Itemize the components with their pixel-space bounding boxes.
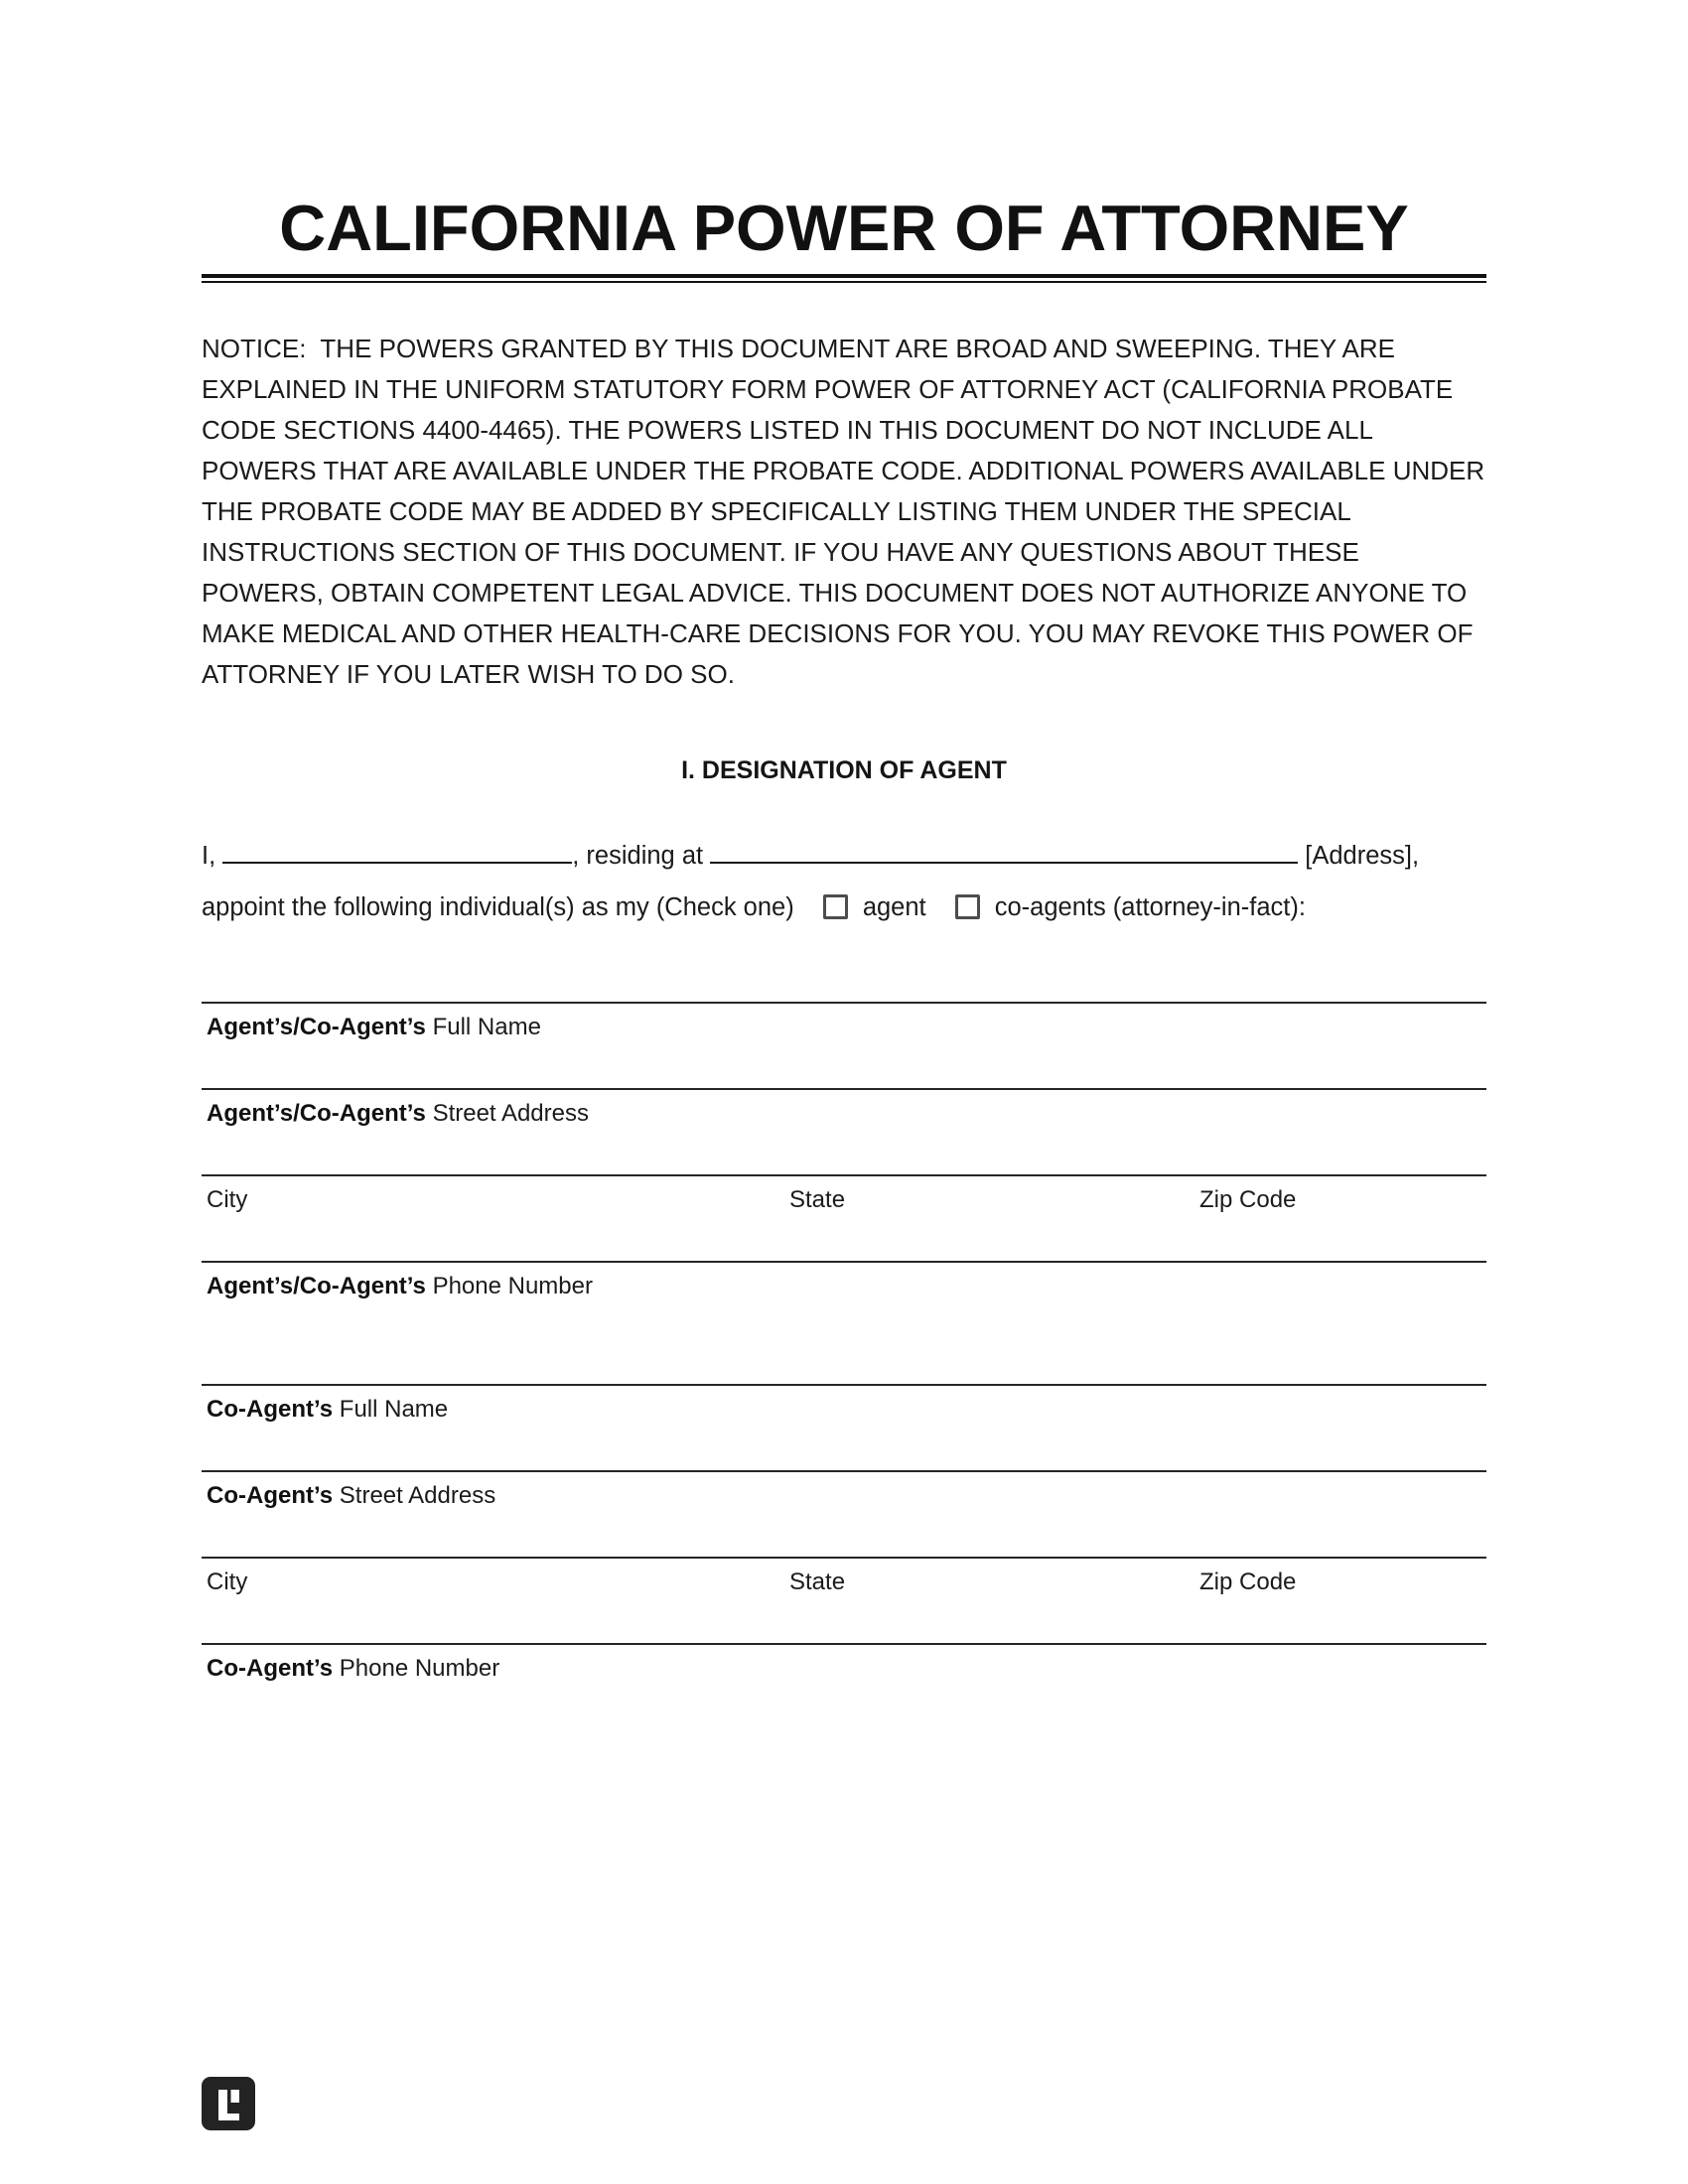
field-agent-city-state-zip [202, 1174, 1486, 1261]
agent-full-name-line[interactable] [202, 1002, 1486, 1004]
coagent-city-label: City [207, 1568, 248, 1595]
agent-street-address-label-bold: Agent’s/Co-Agent’s [207, 1099, 426, 1127]
agent-checkbox[interactable] [823, 894, 848, 919]
coagent-state-label: State [789, 1568, 846, 1595]
coagent-street-address-label [202, 1482, 1486, 1510]
coagent-phone-number-label-bold: Co-Agent’s [207, 1654, 334, 1682]
agent-phone-number-label-bold: Agent’s/Co-Agent’s [207, 1272, 426, 1299]
coagent-zip-label: Zip Code [1199, 1568, 1297, 1595]
agent-fields-group [202, 1002, 1486, 1300]
principal-intro-line [202, 835, 1486, 877]
agent-option-label: agent [862, 892, 926, 921]
coagent-city-state-zip-line[interactable] [202, 1557, 1486, 1559]
field-agent-full-name [202, 1002, 1486, 1088]
agent-full-name-label [202, 1014, 1486, 1041]
field-coagent-phone-number [202, 1643, 1486, 1683]
agent-zip-label: Zip Code [1199, 1185, 1297, 1213]
coagent-full-name-line[interactable] [202, 1384, 1486, 1386]
coagent-full-name-label [202, 1396, 1486, 1424]
field-coagent-street-address [202, 1470, 1486, 1557]
coagent-fields-group [202, 1384, 1486, 1683]
notice-paragraph: NOTICE: THE POWERS GRANTED BY THIS DOCUMENT ARE BROAD AND SWEEPING. THEY ARE EXPLAINED IN THE UNIFORM STATUTORY FORM POWER OF ATTORNEY ACT (CALIFORNIA PROBATE CODE SECTIONS 4400-4465). THE POWERS LISTED IN THIS DOCUMENT DO NOT INCLUDE ALL POWERS THAT ARE AVAILABLE UNDER THE PROBATE CODE. ADDITIONAL POWERS AVAILABLE UNDER THE PROBATE CODE MAY BE ADDED BY SPECIFICALLY LISTING THEM UNDER THE SPECIAL INSTRUCTIONS SECTION OF THIS DOCUMENT. IF YOU HAVE ANY QUESTIONS ABOUT THESE POWERS, OBTAIN COMPETENT LEGAL ADVICE. THIS DOCUMENT DOES NOT AUTHORIZE ANYONE TO MAKE MEDICAL AND OTHER HEALTH-CARE DECISIONS FOR YOU. YOU MAY REVOKE THIS POWER OF ATTORNEY IF YOU LATER WISH TO DO SO. [202, 333, 1491, 689]
coagent-full-name-label-bold: Co-Agent’s [207, 1395, 334, 1423]
agent-phone-number-label-text: Phone Number [432, 1272, 593, 1299]
agent-phone-number-label [202, 1273, 1486, 1300]
title-divider [202, 274, 1486, 283]
intro-residing-text: , residing at [572, 841, 704, 870]
coagent-city-state-zip-labels [202, 1569, 1486, 1596]
appoint-text: appoint the following individual(s) as my (Check one) [202, 892, 794, 921]
field-agent-phone-number [202, 1261, 1486, 1300]
section-heading-designation-of-agent: I. DESIGNATION OF AGENT [681, 755, 1007, 784]
document-content [202, 0, 1491, 1683]
coagent-phone-number-label-text: Phone Number [339, 1654, 500, 1682]
coagent-street-address-label-text: Street Address [339, 1481, 496, 1509]
document-title: CALIFORNIA POWER OF ATTORNEY [279, 192, 1409, 264]
legal-templates-logo-icon [202, 2077, 255, 2130]
agent-full-name-label-bold: Agent’s/Co-Agent’s [207, 1013, 426, 1040]
coagent-full-name-label-text: Full Name [339, 1395, 449, 1423]
agent-city-state-zip-labels [202, 1186, 1486, 1214]
co-agents-option-label: co-agents (attorney-in-fact): [994, 892, 1306, 921]
coagent-phone-number-line[interactable] [202, 1643, 1486, 1645]
field-coagent-city-state-zip [202, 1557, 1486, 1643]
principal-address-blank[interactable] [710, 838, 1298, 864]
appoint-line [202, 887, 1486, 928]
coagent-street-address-label-bold: Co-Agent’s [207, 1481, 334, 1509]
agent-street-address-label [202, 1100, 1486, 1128]
agent-phone-number-line[interactable] [202, 1261, 1486, 1263]
field-coagent-full-name [202, 1384, 1486, 1470]
agent-city-state-zip-line[interactable] [202, 1174, 1486, 1176]
intro-address-tag: [Address], [1305, 841, 1420, 870]
intro-prefix-text: I, [202, 841, 216, 870]
field-agent-street-address [202, 1088, 1486, 1174]
agent-state-label: State [789, 1185, 846, 1213]
co-agents-checkbox[interactable] [955, 894, 980, 919]
agent-street-address-label-text: Street Address [432, 1099, 589, 1127]
coagent-phone-number-label [202, 1655, 1486, 1683]
agent-street-address-line[interactable] [202, 1088, 1486, 1090]
principal-name-blank[interactable] [222, 838, 572, 864]
agent-full-name-label-text: Full Name [432, 1013, 541, 1040]
coagent-street-address-line[interactable] [202, 1470, 1486, 1472]
agent-city-label: City [207, 1185, 248, 1213]
